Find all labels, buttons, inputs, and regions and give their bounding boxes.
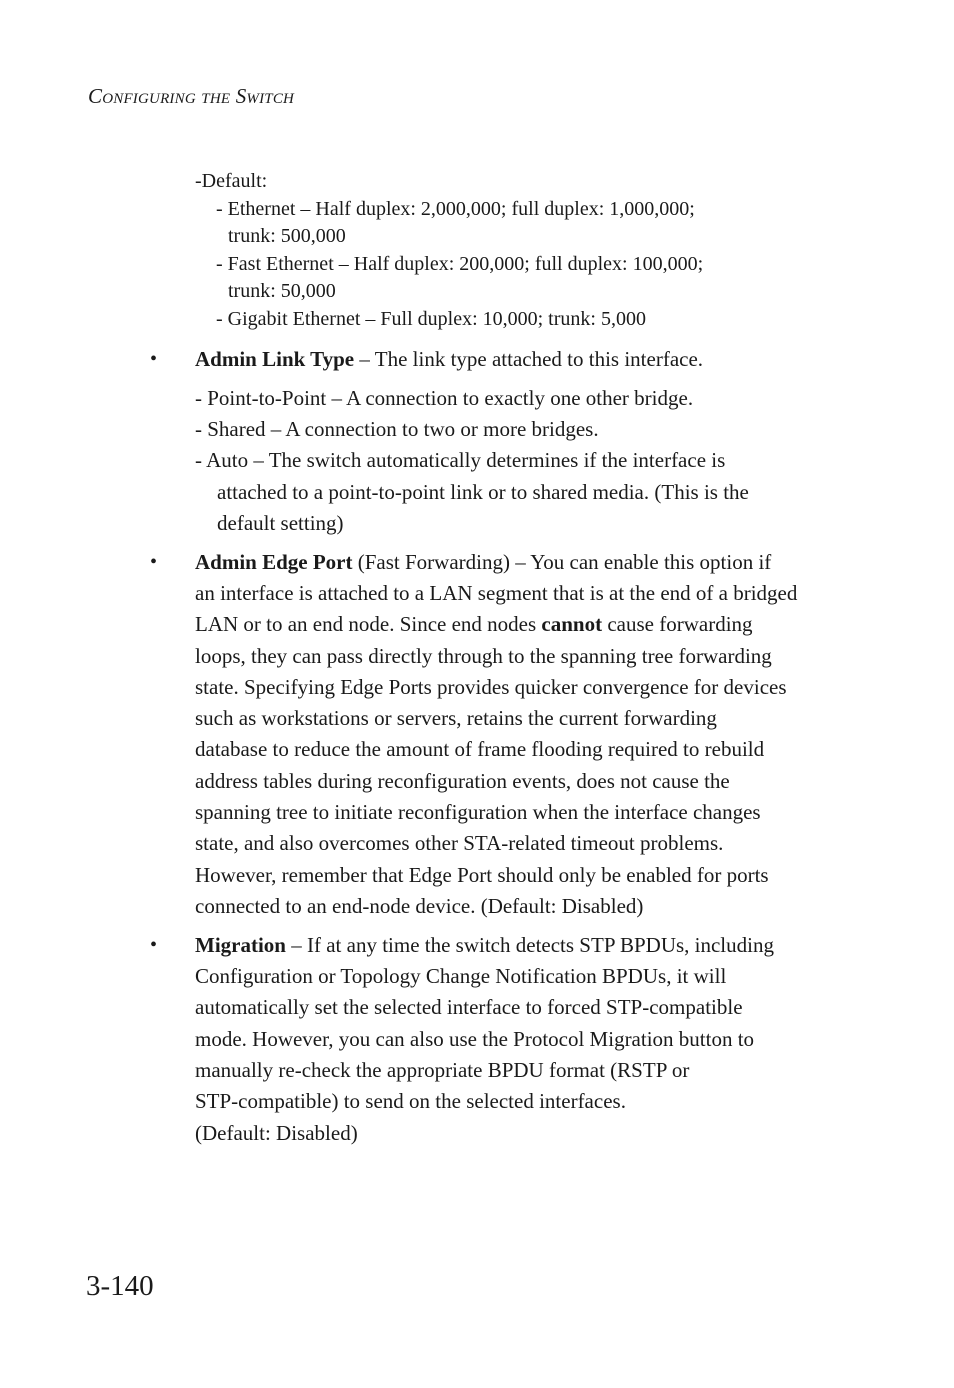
link-option-shared: - Shared – A connection to two or more bridges. — [195, 417, 599, 441]
admin-edge-port-line-3-post: cause forwarding — [602, 612, 753, 636]
default-gigabit-line: - Gigabit Ethernet – Full duplex: 10,000; trunk: 5,000 — [216, 308, 646, 330]
admin-edge-port-line-8: address tables during reconfiguration events, does not cause the — [195, 769, 730, 793]
migration-line-5: manually re-check the appropriate BPDU format (RSTP or — [195, 1058, 690, 1082]
link-option-auto-line-2: attached to a point-to-point link or to shared media. (This is the — [217, 480, 749, 504]
admin-link-type-term: Admin Link Type — [195, 347, 355, 371]
admin-edge-port-line-9: spanning tree to initiate reconfiguration when the interface changes — [195, 800, 761, 824]
migration-line-7: (Default: Disabled) — [195, 1121, 358, 1145]
admin-edge-port-line-1 — [195, 547, 771, 578]
link-option-auto-line-3: default setting) — [217, 511, 344, 535]
default-ethernet-line-1: - Ethernet – Half duplex: 2,000,000; full duplex: 1,000,000; — [216, 198, 695, 220]
migration-line-6: STP-compatible) to send on the selected interfaces. — [195, 1089, 626, 1113]
admin-edge-port-line-5: state. Specifying Edge Ports provides quicker convergence for devices — [195, 675, 787, 699]
running-header: Configuring the Switch — [88, 84, 295, 108]
bullet-marker: • — [150, 551, 158, 573]
admin-edge-port-line-3 — [195, 609, 753, 640]
migration-line-2: Configuration or Topology Change Notification BPDUs, it will — [195, 964, 727, 988]
page-number: 3-140 — [86, 1270, 154, 1302]
bullet-marker: • — [150, 348, 158, 370]
migration-line-4: mode. However, you can also use the Protocol Migration button to — [195, 1027, 755, 1051]
bullet-marker: • — [150, 934, 158, 956]
admin-link-type-item — [195, 344, 703, 375]
default-fast-ethernet-line-2: trunk: 50,000 — [228, 280, 336, 302]
admin-edge-port-term: Admin Edge Port — [195, 550, 353, 574]
admin-edge-port-line-2: an interface is attached to a LAN segment that is at the end of a bridged — [195, 581, 798, 605]
default-label: -Default: — [195, 170, 268, 192]
admin-edge-port-line-12: connected to an end-node device. (Default: Disabled) — [195, 894, 644, 918]
admin-edge-port-line-10: state, and also overcomes other STA-related timeout problems. — [195, 831, 724, 855]
admin-edge-port-line-3-pre: LAN or to an end node. Since end nodes — [195, 612, 542, 636]
migration-line-1 — [195, 930, 774, 961]
admin-edge-port-line-11: However, remember that Edge Port should only be enabled for ports — [195, 863, 769, 887]
link-option-point-to-point: - Point-to-Point – A connection to exactly one other bridge. — [195, 386, 694, 410]
default-ethernet-line-2: trunk: 500,000 — [228, 225, 346, 247]
admin-edge-port-line-6: such as workstations or servers, retains the current forwarding — [195, 706, 717, 730]
admin-edge-port-line-1-text: (Fast Forwarding) – You can enable this option if — [352, 550, 772, 574]
admin-edge-port-line-7: database to reduce the amount of frame flooding required to rebuild — [195, 737, 765, 761]
link-option-auto-line-1: - Auto – The switch automatically determines if the interface is — [195, 448, 726, 472]
migration-line-1-text: – If at any time the switch detects STP BPDUs, including — [285, 933, 774, 957]
migration-line-3: automatically set the selected interface to forced STP-compatible — [195, 995, 743, 1019]
admin-edge-port-emphasis: cannot — [541, 612, 603, 636]
admin-edge-port-line-4: loops, they can pass directly through to the spanning tree forwarding — [195, 644, 772, 668]
migration-term: Migration — [195, 933, 286, 957]
default-fast-ethernet-line-1: - Fast Ethernet – Half duplex: 200,000; full duplex: 100,000; — [216, 253, 704, 275]
admin-link-type-desc: – The link type attached to this interface. — [354, 347, 704, 371]
